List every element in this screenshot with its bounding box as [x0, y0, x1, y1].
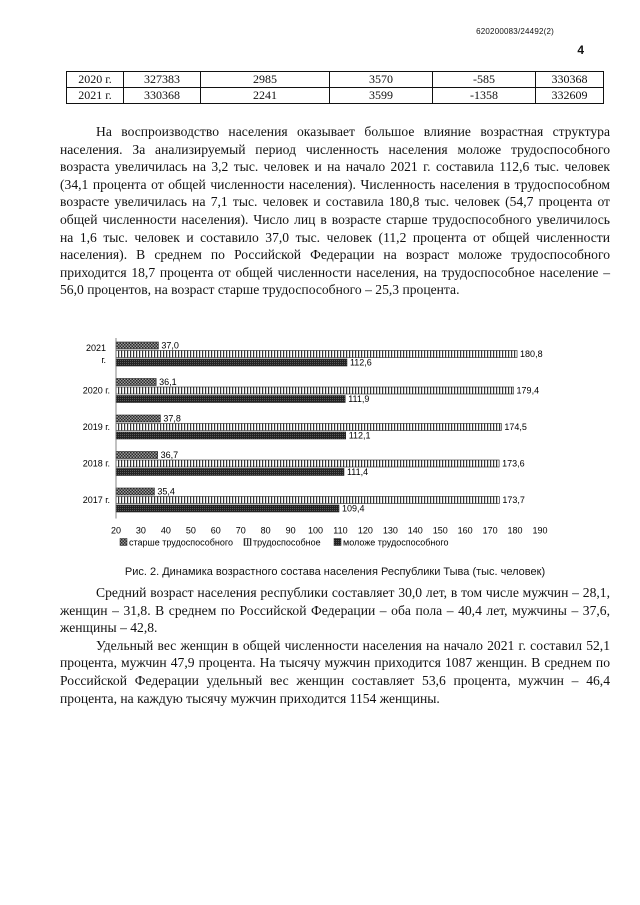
x-tick-label: 50	[185, 525, 196, 536]
category-label: г.	[101, 355, 106, 365]
paragraph: Удельный вес женщин в общей численности населения на начало 2021 г. составил 52,1 процента, мужчин 47,9 процента. На тысячу мужчин приходится 1087 женщин. В среднем по Российской Федерации удельный вес женщин составляет 53,6 процента, мужчин – 46,4 процента, на каждую тысячу мужчин приходится 1154 женщины.	[60, 637, 610, 706]
bar	[116, 432, 346, 439]
table-cell: 2241	[201, 88, 330, 104]
data-label: 174,5	[504, 422, 527, 432]
age-structure-chart	[70, 332, 570, 564]
legend-label: старше трудоспособного	[129, 537, 233, 548]
data-label: 111,9	[348, 394, 370, 404]
table-cell: -1358	[433, 88, 536, 104]
legend-swatch	[334, 539, 341, 546]
x-tick-label: 40	[160, 525, 171, 536]
x-tick-label: 190	[532, 525, 548, 536]
data-label: 35,4	[157, 486, 175, 497]
x-tick-label: 70	[235, 525, 246, 536]
x-tick-label: 180	[507, 525, 523, 536]
legend-swatch	[244, 539, 251, 546]
data-label: 173,7	[502, 495, 525, 505]
data-label: 111,4	[346, 467, 369, 477]
bar	[116, 415, 160, 422]
table-cell: 3570	[330, 72, 433, 88]
table-cell: 2985	[201, 72, 330, 88]
table-row	[67, 72, 604, 88]
bar	[116, 469, 344, 476]
table-cell: 327383	[124, 72, 201, 88]
table-cell: 330368	[536, 72, 604, 88]
category-label: 2019 г.	[82, 422, 110, 432]
data-label: 37,0	[161, 340, 179, 351]
paragraph: Средний возраст населения республики составляет 30,0 лет, в том числе мужчин – 28,1, женщин – 31,8. В среднем по Российской Федерации – оба пола – 40,4 лет, мужчины – 37,6, женщины – 42,8.	[60, 585, 610, 636]
category-label: 2018 г.	[82, 458, 110, 469]
table-cell: 332609	[536, 88, 604, 104]
bar	[116, 379, 156, 386]
table-cell: 3599	[330, 88, 433, 104]
data-label: 179,4	[516, 385, 540, 396]
body-text-top	[60, 123, 610, 299]
data-label: 36,7	[160, 450, 179, 460]
data-label: 173,6	[502, 458, 525, 469]
bar	[116, 359, 347, 366]
x-tick-label: 100	[308, 525, 324, 536]
category-label: 2020 г.	[82, 385, 110, 396]
data-label: 112,1	[348, 430, 371, 441]
data-label: 37,8	[163, 413, 181, 424]
table-cell: 330368	[124, 88, 201, 104]
figure-caption: Рис. 2. Динамика возрастного состава населения Республики Тыва (тыс. человек)	[124, 566, 546, 578]
bar	[116, 488, 154, 495]
x-tick-label: 30	[135, 525, 146, 536]
x-tick-label: 120	[357, 525, 373, 536]
bar	[116, 342, 158, 349]
data-label: 112,6	[349, 357, 372, 368]
bar	[116, 505, 339, 512]
table-cell: 2021 г.	[67, 88, 124, 104]
x-tick-label: 130	[382, 525, 398, 536]
table-cell: 2020 г.	[67, 72, 124, 88]
data-label: 36,1	[159, 377, 177, 387]
x-tick-label: 90	[285, 525, 296, 536]
x-tick-label: 150	[432, 525, 448, 536]
legend-label: трудоспособное	[253, 537, 321, 548]
x-tick-label: 160	[457, 525, 473, 536]
x-tick-label: 170	[482, 525, 498, 536]
table-row	[67, 88, 604, 104]
data-label: 180,8	[520, 349, 543, 359]
data-label: 109,4	[341, 503, 365, 514]
bar	[116, 351, 517, 358]
x-tick-label: 60	[210, 525, 221, 536]
category-label: 2021	[85, 343, 106, 353]
bar	[116, 396, 345, 403]
document-code: 620200083/24492(2)	[476, 27, 554, 36]
x-tick-label: 140	[407, 525, 423, 536]
x-tick-label: 20	[110, 525, 122, 536]
chart-svg	[70, 332, 570, 564]
x-tick-label: 110	[333, 525, 348, 536]
x-tick-label: 80	[260, 525, 271, 536]
paragraph: На воспроизводство населения оказывает большое влияние возрастная структура населения. За анализируемый период численность населения моложе трудоспособного возраста увеличилась на 3,2 тыс. человек и на начало 2021 г. составила 112,6 тыс. человек (34,1 процента от общей численности населения). Численность населения в трудоспособном возрасте увеличилась на 7,1 тыс. человек и составила 180,8 тыс. человек (54,7 процента от общей численности населения). Число лиц в возрасте старше трудоспособного увеличилось на 1,6 тыс. человек и составило 37,0 тыс. человек (11,2 процента от общей численности населения). В среднем по Российской Федерации на возраст моложе трудоспособного приходится 18,7 процента от общей численности населения, на трудоспособное население – 56,0 процентов, на возраст старше трудоспособного – 25,3 процента.	[60, 124, 610, 298]
bar	[116, 387, 514, 394]
bar	[116, 460, 499, 467]
page-number: 4	[577, 43, 584, 57]
bar	[116, 452, 158, 459]
bar	[116, 497, 499, 504]
body-text-bottom	[60, 584, 610, 707]
legend-swatch	[120, 539, 127, 546]
bar	[116, 424, 501, 431]
category-label: 2017 г.	[82, 495, 110, 505]
table-cell: -585	[433, 72, 536, 88]
population-table	[66, 71, 604, 104]
legend-label: моложе трудоспособного	[343, 537, 449, 548]
